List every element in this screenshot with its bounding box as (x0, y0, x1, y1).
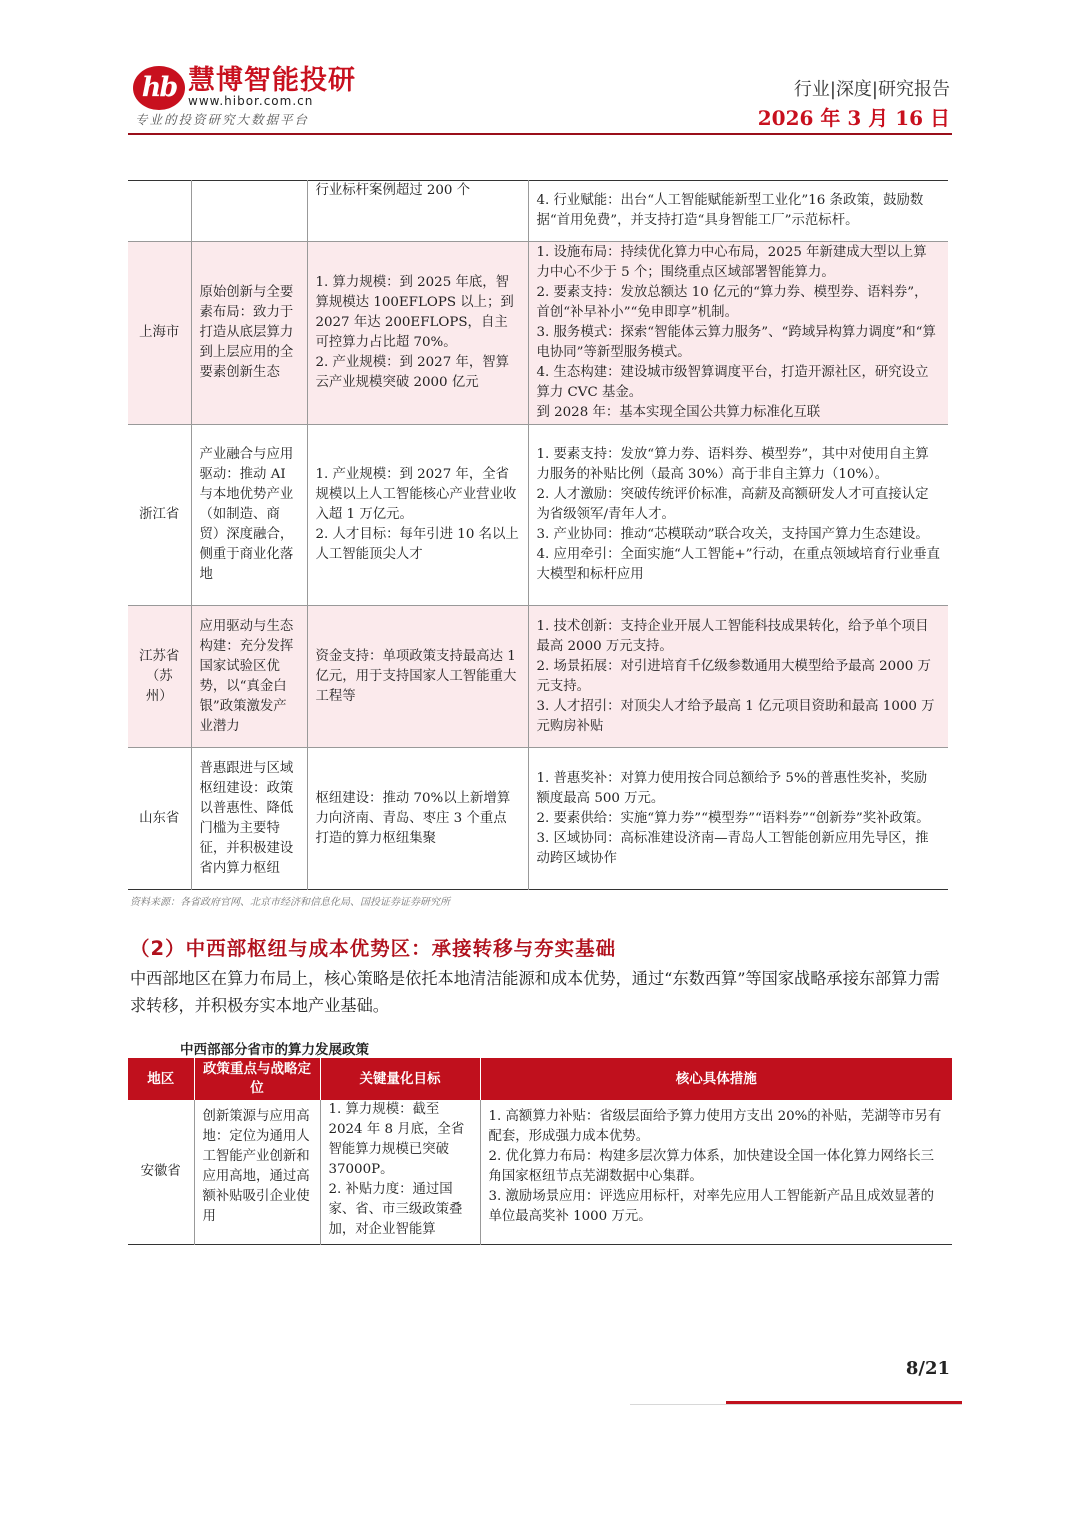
measure-item: 1. 普惠奖补：对算力使用按合同总额给予 5%的普惠性奖补，奖励额度最高 500 万元。 (536, 770, 928, 806)
target-item: 2. 人才目标：每年引进 10 名以上人工智能顶尖人才 (315, 527, 519, 562)
table-row (128, 425, 948, 606)
column-header-targets: 关键量化目标 (320, 1058, 480, 1100)
header-divider (128, 133, 952, 135)
region-cell: 江苏省（苏州） (128, 606, 191, 748)
measures-cell (528, 748, 948, 890)
column-header-region: 地区 (128, 1058, 194, 1100)
positioning-cell: 应用驱动与生态构建：充分发挥国家试验区优势，以“真金白银”政策激发产业潜力 (191, 606, 307, 748)
measure-item: 1. 技术创新：支持企业开展人工智能科技成果转化，给予单个项目最高 2000 万元支持。 (536, 618, 929, 654)
column-header-measures: 核心具体措施 (480, 1058, 952, 1100)
logo-name: 慧博智能投研 (188, 65, 356, 96)
positioning-cell: 产业融合与应用驱动：推动 AI 与本地优势产业（如制造、商贸）深度融合，侧重于商业化落地 (191, 425, 307, 606)
measure-item: 4. 行业赋能：出台“人工智能赋能新型工业化”16 条政策，鼓励数据“首用免费”，并支持打造“具身智能工厂”示范标杆。 (536, 193, 924, 228)
measure-item: 1. 要素支持：发放“算力券、语料券、模型券”，其中对使用自主算力服务的补贴比例（最高 30%）高于非自主算力（10%）。 (536, 447, 929, 482)
table-caption: 中西部部分省市的算力发展政策 (180, 1042, 369, 1058)
measure-item: 2. 场景拓展：对引进培育千亿级参数通用大模型给予最高 2000 万元支持。 (536, 658, 931, 694)
measure-item: 3. 区域协同：高标准建设济南—青岛人工智能创新应用先导区，推动跨区域协作 (536, 830, 929, 866)
section-heading: （2）中西部枢纽与成本优势区：承接转移与夯实基础 (130, 937, 617, 960)
measure-item: 1. 设施布局：持续优化算力中心布局，2025 年新建成大型以上算力中心不少于 5 个；围绕重点区域部署智能算力。 (536, 245, 927, 280)
measure-item: 1. 高额算力补贴：省级层面给予算力使用方支出 20%的补贴，芜湖等市另有配套，形成强力成本优势。 (488, 1109, 942, 1144)
table-row (128, 242, 948, 425)
measure-item: 4. 生态构建：建设城市级智算调度平台，打造开源社区，研究设立算力 CVC 基金。 (536, 365, 929, 400)
body-paragraph: 中西部地区在算力布局上，核心策略是依托本地清洁能源和成本优势，通过“东数西算”等国家战略承接东部算力需求转移，并积极夯实本地产业基础。 (130, 969, 940, 1015)
report-type: 行业|深度|研究报告 (793, 79, 950, 100)
source-note: 资料来源：各省政府官网、北京市经济和信息化局、国投证券证券研究所 (130, 897, 450, 908)
table-row (128, 748, 948, 890)
measure-item: 3. 服务模式：探索“智能体云算力服务”、“跨域异构算力调度”和“算电协同”等新型服务模式。 (536, 325, 936, 360)
measure-item: 到 2028 年：基本实现全国公共算力标准化互联 (536, 405, 821, 420)
targets-cell (307, 606, 528, 748)
page-number: 8/21 (905, 1358, 950, 1379)
measure-item: 2. 要素供给：实施“算力券”“模型券”“语料券”“创新券”奖补政策。 (536, 810, 930, 826)
target-item: 1. 产业规模：到 2027 年，全省规模以上人工智能核心产业营业收入超 1 万亿元。 (315, 467, 517, 522)
positioning-cell: 普惠跟进与区域枢纽建设：政策以普惠性、降低门槛为主要特征，并积极建设省内算力枢纽 (191, 748, 307, 890)
measure-item: 3. 人才招引：对顶尖人才给予最高 1 亿元项目资助和最高 1000 万元购房补贴 (536, 698, 935, 734)
targets-cell (307, 425, 528, 606)
logo-tagline: 专业的投资研究大数据平台 (135, 112, 310, 127)
measures-cell (528, 425, 948, 606)
targets-cell (320, 1100, 480, 1244)
region-cell: 浙江省 (128, 425, 191, 606)
target-item: 行业标杆案例超过 200 个 (315, 183, 471, 198)
measure-item: 2. 要素支持：发放总额达 10 亿元的“算力券、模型券、语料券”，首创“补早补小”“免申即享”机制。 (536, 285, 928, 320)
targets-cell (307, 748, 528, 890)
report-date: 2026 年 3 月 16 日 (757, 106, 950, 130)
central-west-policy-table (128, 1058, 952, 1245)
positioning-cell (191, 181, 307, 242)
table-row (128, 1100, 952, 1244)
target-item: 1. 算力规模：截至 2024 年 8 月底，全省智能算力规模已突破 37000P。 (328, 1102, 465, 1177)
region-cell: 安徽省 (140, 1163, 181, 1179)
region-cell: 上海市 (128, 242, 191, 425)
table-row (128, 181, 948, 242)
region-cell: 山东省 (139, 810, 180, 826)
column-header-positioning: 政策重点与战略定位 (194, 1058, 320, 1100)
target-item: 枢纽建设：推动 70%以上新增算力向济南、青岛、枣庄 3 个重点打造的算力枢纽集聚 (315, 790, 511, 846)
logo-icon: hb (133, 66, 185, 110)
target-item: 1. 算力规模：到 2025 年底，智算规模达 100EFLOPS 以上；到 2027 年达 200EFLOPS，自主可控算力占比超 70%。 (315, 275, 514, 350)
measure-item: 3. 激励场景应用：评选应用标杆，对率先应用人工智能新产品且成效显著的单位最高奖补 1000 万元。 (488, 1189, 935, 1224)
east-region-policy-table (128, 180, 948, 890)
targets-cell (307, 242, 528, 425)
table-row (128, 606, 948, 748)
measure-item: 2. 优化算力布局：构建多层次算力体系，加快建设全国一体化算力网络长三角国家枢纽节点芜湖数据中心集群。 (488, 1149, 935, 1184)
region-cell (128, 181, 191, 242)
target-item: 2. 产业规模：到 2027 年，智算云产业规模突破 2000 亿元 (315, 355, 510, 390)
logo-url[interactable]: www.hibor.com.cn (188, 94, 314, 108)
targets-cell (307, 181, 528, 242)
measure-item: 3. 产业协同：推动“芯模联动”联合攻关，支持国产算力生态建设。 (536, 527, 929, 542)
target-item: 2. 补贴力度：通过国家、省、市三级政策叠加，对企业智能算 (328, 1182, 463, 1237)
footer-divider (630, 1404, 962, 1405)
footer-accent-bar (726, 1401, 962, 1404)
measures-cell (528, 242, 948, 425)
positioning-cell: 创新策源与应用高地：定位为通用人工智能产业创新和应用高地，通过高额补贴吸引企业使用 (194, 1100, 320, 1244)
positioning-cell: 原始创新与全要素布局：致力于打造从底层算力到上层应用的全要素创新生态 (191, 242, 307, 425)
measures-cell (528, 606, 948, 748)
target-item: 资金支持：单项政策支持最高达 1 亿元，用于支持国家人工智能重大工程等 (315, 648, 517, 704)
measures-cell (528, 181, 948, 242)
measures-cell (480, 1100, 952, 1244)
measure-item: 2. 人才激励：突破传统评价标准，高薪及高额研发人才可直接认定为省级领军/青年人才。 (536, 487, 929, 522)
measure-item: 4. 应用牵引：全面实施“人工智能+”行动，在重点领域培育行业垂直大模型和标杆应用 (536, 547, 940, 582)
